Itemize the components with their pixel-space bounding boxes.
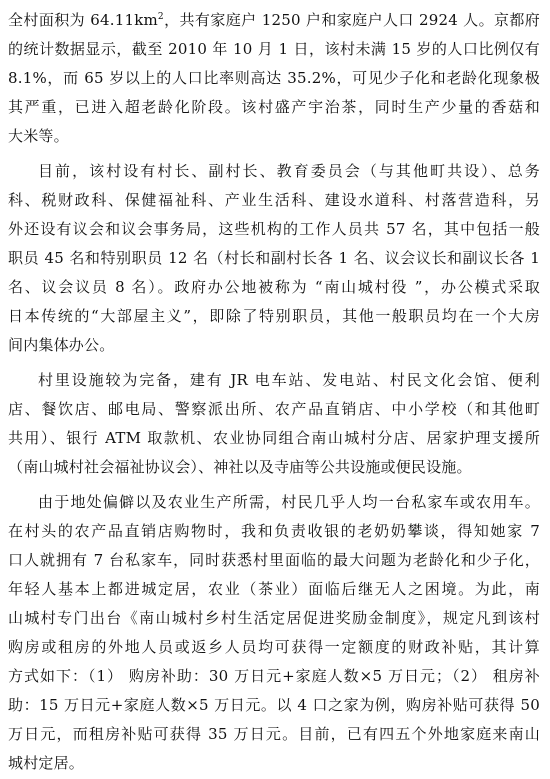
text-line: 万日元，而租房补贴可获得 35 万日元。目前，已有四五个外地家庭来南山 [8, 725, 540, 743]
text-line: 年轻人基本上都进城定居，农业（茶业）面临后继无人之困境。为此，南 [8, 580, 540, 598]
text-line: 助：15 万日元+家庭人数×5 万日元。以 4 口之家为例，购房补贴可获得 50 [8, 696, 540, 714]
text-line: 共用）、银行 ATM 取款机、农业协同组合南山城村分店、居家护理支援所 [8, 429, 540, 447]
text-line: 职员 45 名和特别职员 12 名（村长和副村长各 1 名、议会议长和副议长各 1 [8, 249, 540, 267]
text-line: 8.1%，而 65 岁以上的人口比率则高达 35.2%，可见少子化和老龄化现象极 [8, 69, 540, 87]
text-line: 日本传统的“大部屋主义”，即除了特别职员，其他一般职员均在一个大房 [8, 307, 540, 325]
text-line: 的统计数据显示，截至 2010 年 10 月 1 日，该村未满 15 岁的人口比例仅有 [8, 40, 540, 58]
text-line: 方式如下：（1） 购房补助：30 万日元+家庭人数×5 万日元；（2） 租房补 [8, 667, 540, 685]
text-line: 店、餐饮店、邮电局、警察派出所、农产品直销店、中小学校（和其他町 [8, 400, 540, 418]
text-line: 其严重，已进入超老龄化阶段。该村盛产宇治茶，同时生产少量的香菇和 [8, 98, 540, 116]
text-line: 山城村专门出台《南山城村乡村生活定居促进奖励金制度》，规定凡到该村 [8, 609, 540, 627]
text-line: （南山城村社会福祉协议会）、神社以及寺庙等公共设施或便民设施。 [8, 458, 472, 476]
paragraph-2 [8, 157, 540, 360]
text-line: 购房或租房的外地人员或返乡人员均可获得一定额度的财政补贴，其计算 [8, 638, 540, 656]
text-line: 口人就拥有 7 台私家车，同时获悉村里面临的最大问题为老龄化和少子化， [8, 551, 540, 569]
text-line: 在村头的农产品直销店购物时，我和负责收银的老奶奶攀谈，得知她家 7 [8, 522, 540, 540]
text-line: 目前，该村设有村长、副村长、教育委员会（与其他町共设）、总务 [38, 162, 540, 180]
paragraph-3 [8, 366, 540, 482]
text-line: 城村定居。 [8, 754, 85, 772]
text-line: 全村面积为 $64.11km^2$，共有家庭户 1250 户和家庭户人口 2924 人。京都府 [8, 11, 541, 29]
text-line: 大米等。 [8, 127, 69, 145]
text-line: 外还设有议会和议会事务局，这些机构的工作人员共 57 名，其中包括一般 [8, 220, 540, 238]
superscript: 2 [157, 12, 164, 22]
paragraph-1 [8, 6, 540, 151]
text-line: 名、议会议员 8 名）。政府办公地被称为 “南山城村役 ”，办公模式采取 [8, 278, 540, 296]
text-line: 间内集体办公。 [8, 336, 115, 354]
text-line: 科、税财政科、保健福祉科、产业生活科、建设水道科、村落营造科，另 [8, 191, 540, 209]
paragraph-4 [8, 488, 540, 778]
text-line: 由于地处偏僻以及农业生产所需，村民几乎人均一台私家车或农用车。 [38, 493, 540, 511]
text-line: 村里设施较为完备，建有 JR 电车站、发电站、村民文化会馆、便利 [38, 371, 540, 389]
